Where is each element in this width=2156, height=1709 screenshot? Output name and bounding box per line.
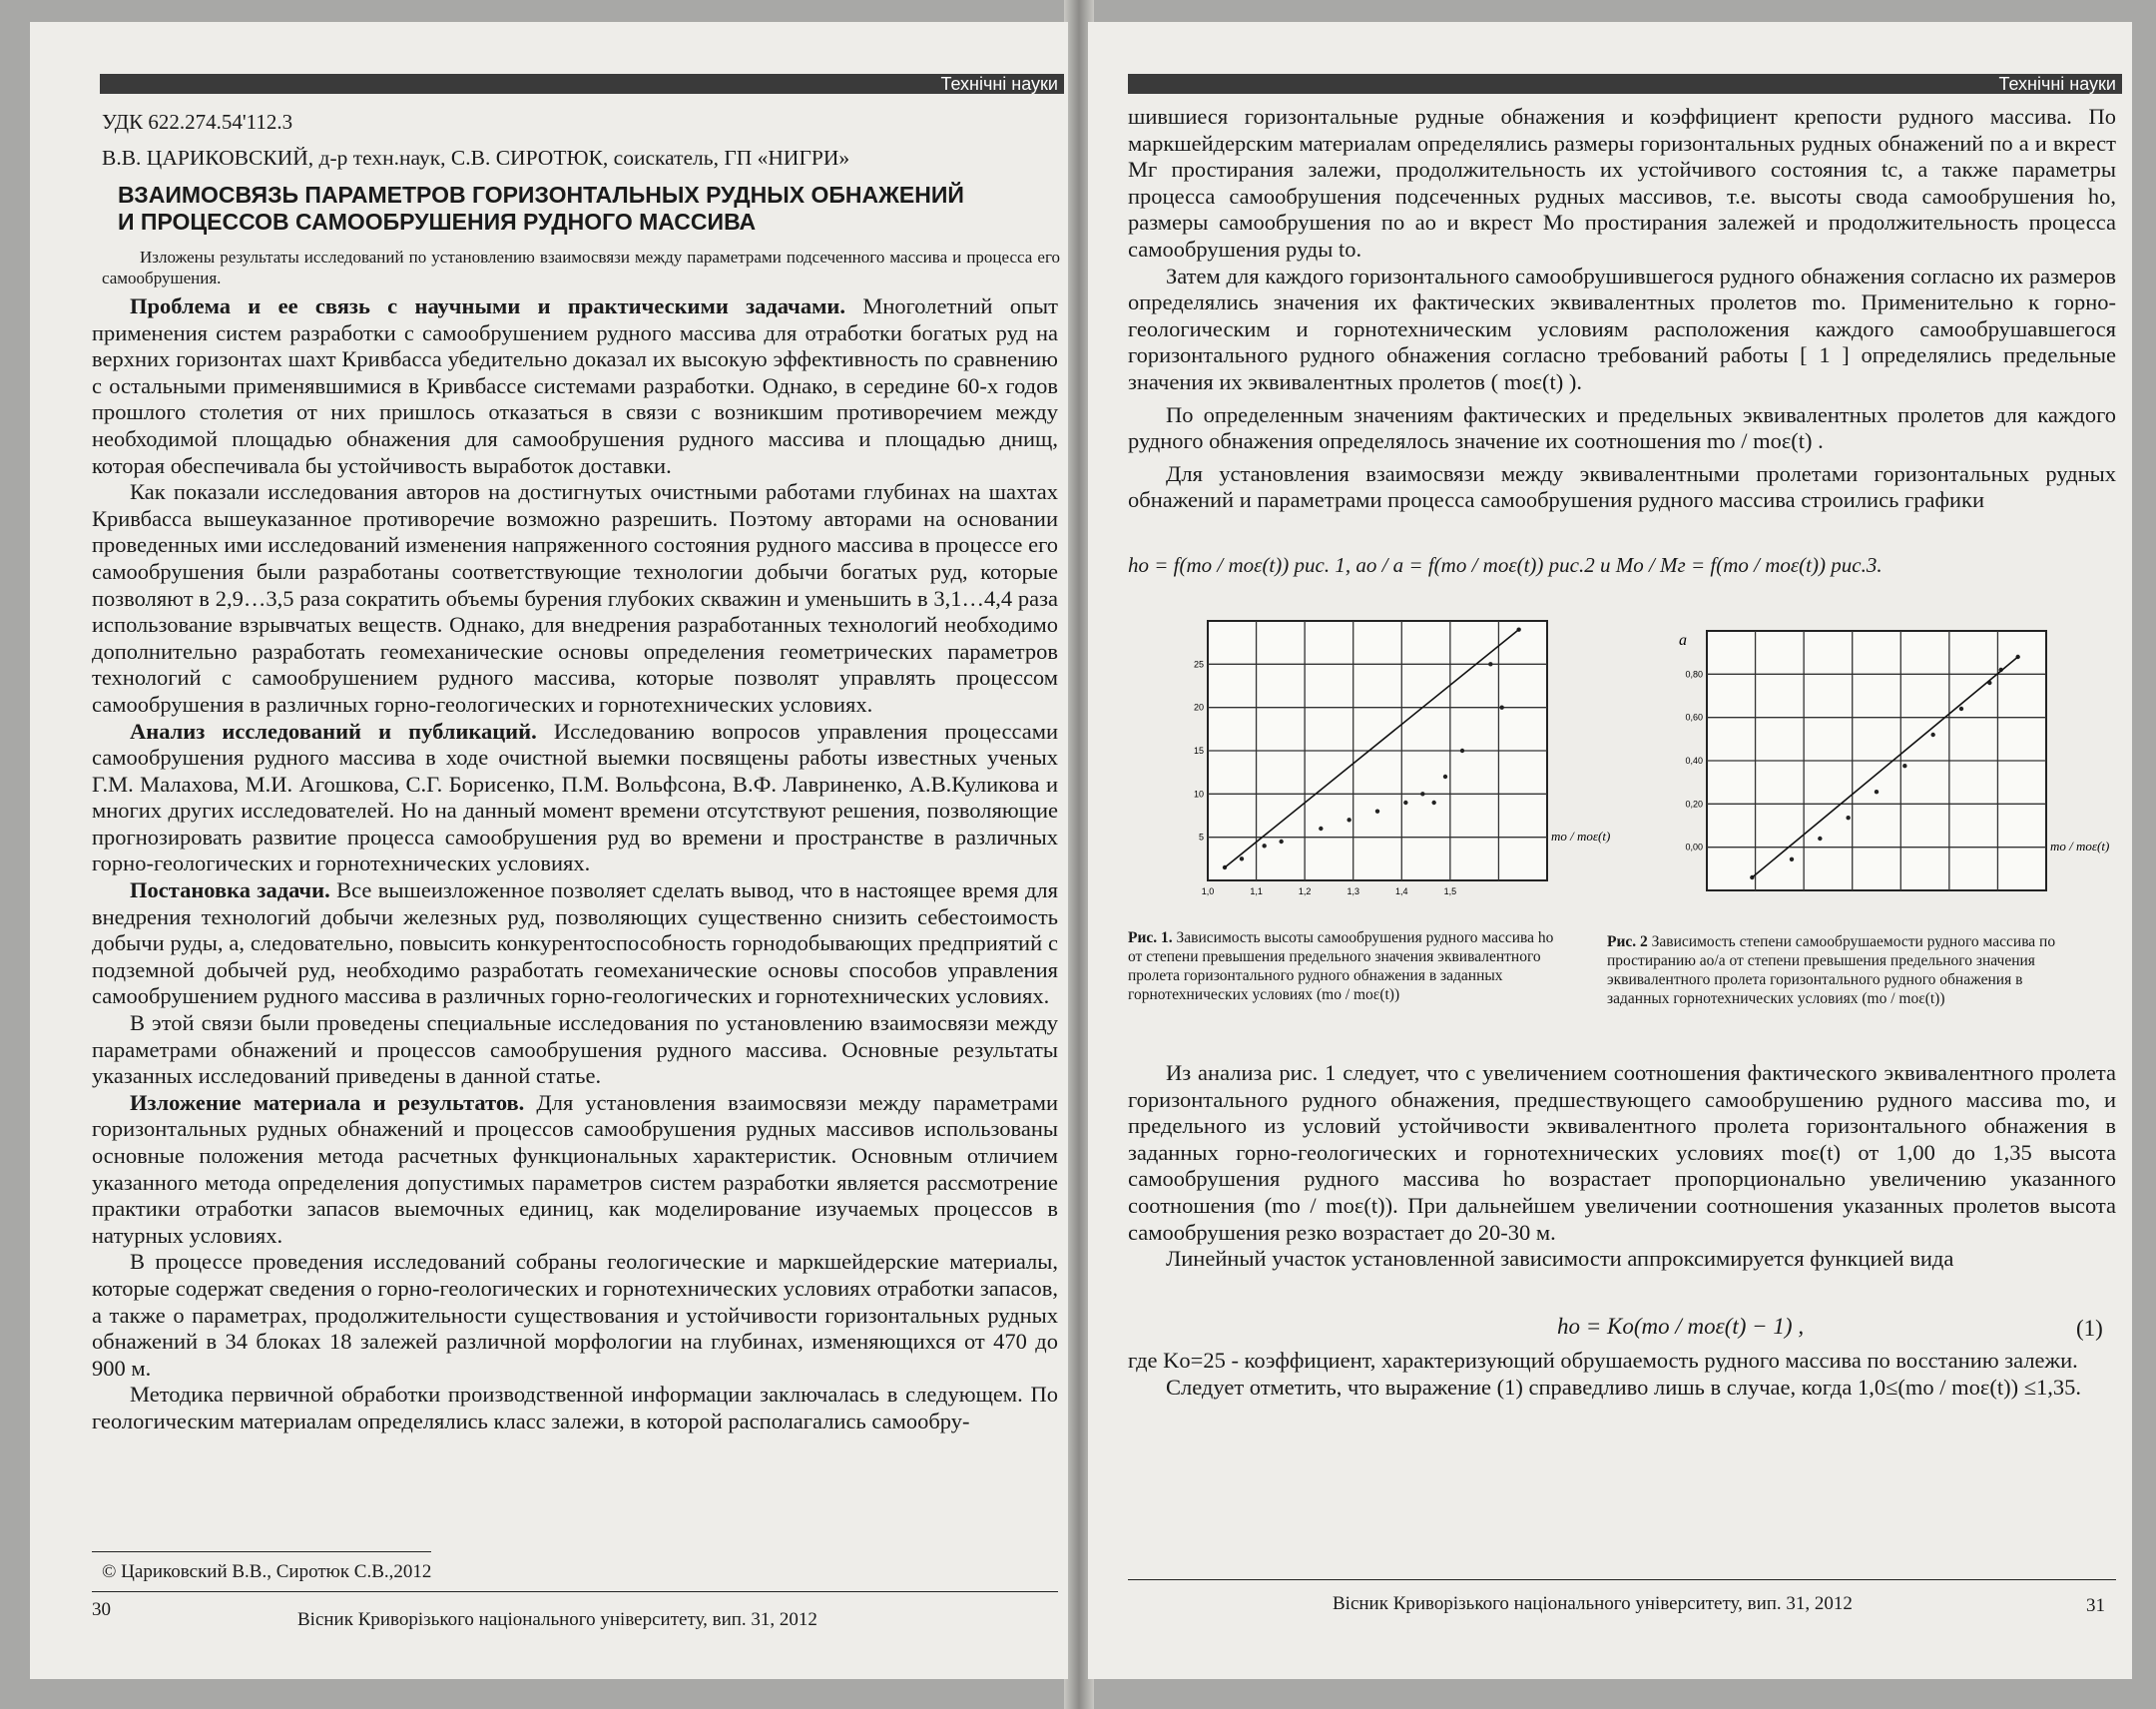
y-tick-label: 0,20 (1685, 799, 1703, 810)
paragraph: По определенным значениям фактических и предельных эквивалентных пролетов для каждого рудного обнажения определялось значение их соотношения mo / mоε(t) . (1128, 401, 2116, 454)
figure-2-chart (1667, 621, 2110, 920)
right-body-bottom (1128, 1060, 2116, 1273)
y-tick-label: 15 (1193, 746, 1204, 756)
left-body (92, 293, 1058, 1435)
left-page (30, 22, 1068, 1679)
data-point (1875, 790, 1879, 794)
page-number: 31 (2086, 1595, 2105, 1616)
figure-1-caption (1128, 928, 1557, 1004)
caption-label: Рис. 1. (1128, 929, 1173, 946)
data-point (1930, 733, 1934, 737)
paragraph: Как показали исследования авторов на достигнутых очистными работами глубинах на шахтах Кривбасса вышеуказанное противоречие возможно разрешить. Поэтому авторами на основании проведенных ими исследований изменения напряженного состояния рудного массива в процессе его самообрушения были разработаны соответствующие технологии добычи богатых руд, которые позволяют в 2,9…3,5 раза сократить объемы бурения глубоких скважин и уменьшить в 3,1…4,4 раза использование взрывчатых веществ. Однако, для внедрения разработанных технологий необходимо дополнительно разработать геомеханические основы определения геометрических параметров технологий с самообрушением рудного массива, которые позволят управлять процессом самообрушения в различных горно-геологических и горнотехнических условиях. (92, 479, 1058, 717)
journal-footer: Вісник Криворізького національного університету, вип. 31, 2012 (297, 1609, 817, 1630)
right-page (1088, 22, 2132, 1679)
paragraph-text: Исследованию вопросов управления процессами самообрушения рудного массива в ходе очистной выемки посвящены работы известных ученых Г.М. Малахова, М.И. Агошкова, С.Г. Борисенко, П.М. Вольфсона, В.Ф. Лавриненко, А.В.Куликова и многих других исследователей. Но на данный момент времени отсутствуют решения, позволяющие прогнозировать развитие процесса самообрушения руд во времени и пространстве в различных горно-геологических и горнотехнических условиях. (92, 718, 1059, 876)
data-point (1818, 837, 1822, 841)
section-heading: Проблема и ее связь с научными и практическими задачами. (130, 293, 845, 318)
x-tick-label: 1,2 (1298, 886, 1312, 896)
equation-1: ho = Ko(mo / mоε(t) − 1) , (1557, 1314, 1805, 1339)
data-point (1375, 809, 1379, 813)
abstract: Изложены результаты исследований по установлению взаимосвязи между параметрами подсеченного массива и процесса его самообрушения. (102, 248, 1060, 287)
paragraph (92, 293, 1058, 479)
data-point (1499, 705, 1503, 709)
equation-1-number: (1) (2076, 1316, 2103, 1341)
x-axis-label: mo / mоε(t) (2050, 839, 2110, 854)
y-tick-label: 25 (1193, 659, 1204, 670)
data-point (1403, 801, 1407, 805)
x-tick-label: 1,1 (1250, 886, 1263, 896)
section-header: Технічні науки (940, 74, 1058, 94)
x-tick-label: 1,4 (1395, 886, 1408, 896)
x-tick-label: 1,0 (1201, 886, 1215, 896)
footer-rule (1128, 1579, 2116, 1580)
fig2-plot (1679, 631, 2109, 890)
paragraph: В этой связи были проведены специальные исследования по установлению взаимосвязи между параметрами обнажений и процессов самообрушения рудного массива. Основные результаты указанных исследований приведены в данной статье. (92, 1010, 1058, 1089)
udk-code: УДК 622.274.54'112.3 (102, 110, 293, 134)
y-tick-label: 0,60 (1685, 712, 1703, 723)
footnote-rule (92, 1551, 431, 1552)
section-header-bar (100, 74, 1064, 94)
right-body-end (1128, 1348, 2116, 1401)
data-point (1488, 662, 1492, 666)
copyright: © Цариковский В.В., Сиротюк С.В.,2012 (102, 1561, 432, 1582)
data-point (1959, 707, 1963, 711)
paragraph-text: Многолетний опыт применения систем разработки с самообрушением рудного массива для отработки богатых руд на верхних горизонтах шахт Кривбасса убедительно доказал их высокую эффективность по сравнению с остальными применявшимися в Кривбассе системами разработки. Однако, в середине 60-х годов прошлого столетия от них пришлось отказаться в связи с возникшим противоречием между необходимой площадью обнажения для самообрушения рудного массива и площадью днищ, которая обеспечивала бы устойчивость выработок доставки. (92, 293, 1058, 478)
paragraph (92, 877, 1058, 1010)
paragraph: шившиеся горизонтальные рудные обнажения и коэффициент крепости рудного массива. По маркшейдерским материалам определялись размеры горизонтальных рудных обнажений по a и вкрест Mг простирания залежи, продолжительность их устойчивого состояния tc, а также параметры процесса самообрушения подсеченных рудных массивов, т.е. высоты свода самообрушения ho, размеры самообрушения по ao и вкрест Mo простирания залежей и продолжительность процесса самообрушения руды to. (1128, 104, 2116, 262)
paragraph: Из анализа рис. 1 следует, что с увеличением соотношения фактического эквивалентного пролета горизонтального рудного обнажения, предшествующего самообрушению рудного массива mo, и предельного из условий устойчивости эквивалентного пролета горизонтального обнажения в заданных горно-геологических и горнотехнических условиях mоε(t) от 1,00 до 1,35 высота самообрушения рудного массива ho возрастает пропорционально увеличению указанного соотношения (mo / mоε(t)). При дальнейшем увеличении соотношения указанных пролетов высота самообрушения резко возрастает до 20-30 м. (1128, 1060, 2116, 1245)
section-heading: Изложение материала и результатов. (130, 1089, 525, 1115)
fig1-plot (1194, 621, 1610, 896)
section-header: Технічні науки (1998, 74, 2116, 94)
section-heading: Постановка задачи. (130, 877, 330, 903)
data-point (1443, 775, 1447, 779)
caption-text: Зависимость высоты самообрушения рудного массива ho от степени превышения предельного значения эквивалентного пролета горизонтального рудного обнажения в заданных горнотехнических условиях (mo / mоε(t)) (1128, 929, 1554, 1003)
page-number: 30 (92, 1599, 111, 1620)
journal-footer: Вісник Криворізького національного університету, вип. 31, 2012 (1333, 1593, 1853, 1614)
paragraph (92, 1090, 1058, 1250)
x-axis-label: mo / mоε(t) (1551, 829, 1611, 844)
x-tick-label: 1,3 (1347, 886, 1359, 896)
paragraph: Затем для каждого горизонтального самообрушившегося рудного обнажения согласно их размеров определялись значения их фактических эквивалентных пролетов mo. Применительно к горно-геологическим и горнотехническим условиям расположения каждого самообрушавшегося горизонтального рудного обнажения согласно требований работы [ 1 ] определялись предельные значения их эквивалентных пролетов ( mоε(t) ). (1128, 263, 2116, 394)
data-point (1431, 801, 1435, 805)
paragraph: Следует отметить, что выражение (1) справедливо лишь в случае, когда 1,0≤(mo / mоε(t)) ≤1,35. (1166, 1374, 2082, 1400)
data-point (1262, 844, 1266, 848)
paragraph: В процессе проведения исследований собраны геологические и маркшейдерские материалы, которые содержат сведения о горно-геологических и горнотехнических условиях отработки запасов, а также о параметрах, продолжительности существования и устойчивости горизонтальных рудных обнажений в 34 блоках 18 залежей различной морфологии на глубинах, изменяющихся от 470 до 900 м. (92, 1249, 1058, 1381)
y-axis-label: a (1679, 632, 1687, 649)
paragraph-text: Для установления взаимосвязи между параметрами горизонтальных рудных обнажений и процессов самообрушения рудных массивов использованы основные положения метода расчетных функциональных характеристик. Основным отличием указанного метода определения допустимых параметров систем разработки является рассмотрение практики отработки запасов выемочных единиц, как моделирование изучаемых процессов в натурных условиях. (92, 1089, 1059, 1248)
x-tick-label: 1,5 (1443, 886, 1457, 896)
article-title-line1: ВЗАИМОСВЯЗЬ ПАРАМЕТРОВ ГОРИЗОНТАЛЬНЫХ РУДНЫХ ОБНАЖЕНИЙ (118, 182, 964, 208)
data-point (1460, 749, 1464, 753)
footer-rule (92, 1591, 1058, 1592)
data-point (1347, 818, 1350, 822)
y-tick-label: 5 (1198, 832, 1204, 843)
article-title-line2: И ПРОЦЕССОВ САМООБРУШЕНИЯ РУДНОГО МАССИВА (118, 209, 757, 235)
section-header-bar (1128, 74, 2122, 94)
data-point (1319, 827, 1323, 831)
section-heading: Анализ исследований и публикаций. (130, 718, 537, 744)
y-tick-label: 10 (1193, 789, 1204, 800)
y-tick-label: 20 (1193, 702, 1204, 713)
graph-formulas: ho = f(mo / mоε(t)) рис. 1, ao / a = f(mo / mоε(t)) рис.2 и Mo / Mг = f(mo / mоε(t)) рис.3. (1128, 553, 1883, 577)
paragraph: Методика первичной обработки производственной информации заключалась в следующем. По геологическим материалам определялись класс залежи, в которой располагались самообру- (92, 1382, 1058, 1433)
right-body-top (1128, 104, 2116, 514)
data-point (1790, 857, 1794, 861)
data-point (1420, 792, 1424, 796)
data-point (1902, 764, 1906, 768)
figure-1-chart (1168, 611, 1611, 910)
data-point (1846, 816, 1850, 820)
paragraph: Для установления взаимосвязи между эквивалентными пролетами горизонтальных рудных обнажений и параметрами процесса самообрушения рудного массива строились графики (1128, 460, 2116, 513)
paragraph (92, 719, 1058, 878)
y-tick-label: 0,80 (1685, 669, 1703, 680)
paragraph: Линейный участок установленной зависимости аппроксимируется функцией вида (1166, 1246, 1954, 1272)
y-tick-label: 0,40 (1685, 756, 1703, 766)
authors: В.В. ЦАРИКОВСКИЙ, д-р техн.наук, С.В. СИРОТЮК, соискатель, ГП «НИГРИ» (102, 146, 850, 170)
caption-label: Рис. 2 (1607, 933, 1648, 950)
paragraph-text: Все вышеизложенное позволяет сделать вывод, что в настоящее время для внедрения технологий добычи железных руд, позволяющих существенно снизить себестоимость добычи руды, а, следовательно, повысить конкурентоспособность горнодобывающих предприятий с подземной добычей руд, необходимо разработать геомеханические основы способов управления самообрушением рудного массива в различных горно-геологических и горнотехнических условиях. (92, 877, 1058, 1009)
figure-2-caption (1607, 932, 2066, 1008)
y-tick-label: 0,00 (1685, 842, 1703, 853)
paragraph: где Ko=25 - коэффициент, характеризующий обрушаемость рудного массива по восстанию залежи. (1128, 1348, 2078, 1373)
caption-text: Зависимость степени самообрушаемости рудного массива по простиранию ao/a от степени превышения предельного значения эквивалентного пролета горизонтального рудного обнажения в заданных горнотехнических условиях (mo / mоε(t)) (1607, 933, 2056, 1007)
data-point (1240, 856, 1244, 860)
data-point (1279, 840, 1283, 844)
